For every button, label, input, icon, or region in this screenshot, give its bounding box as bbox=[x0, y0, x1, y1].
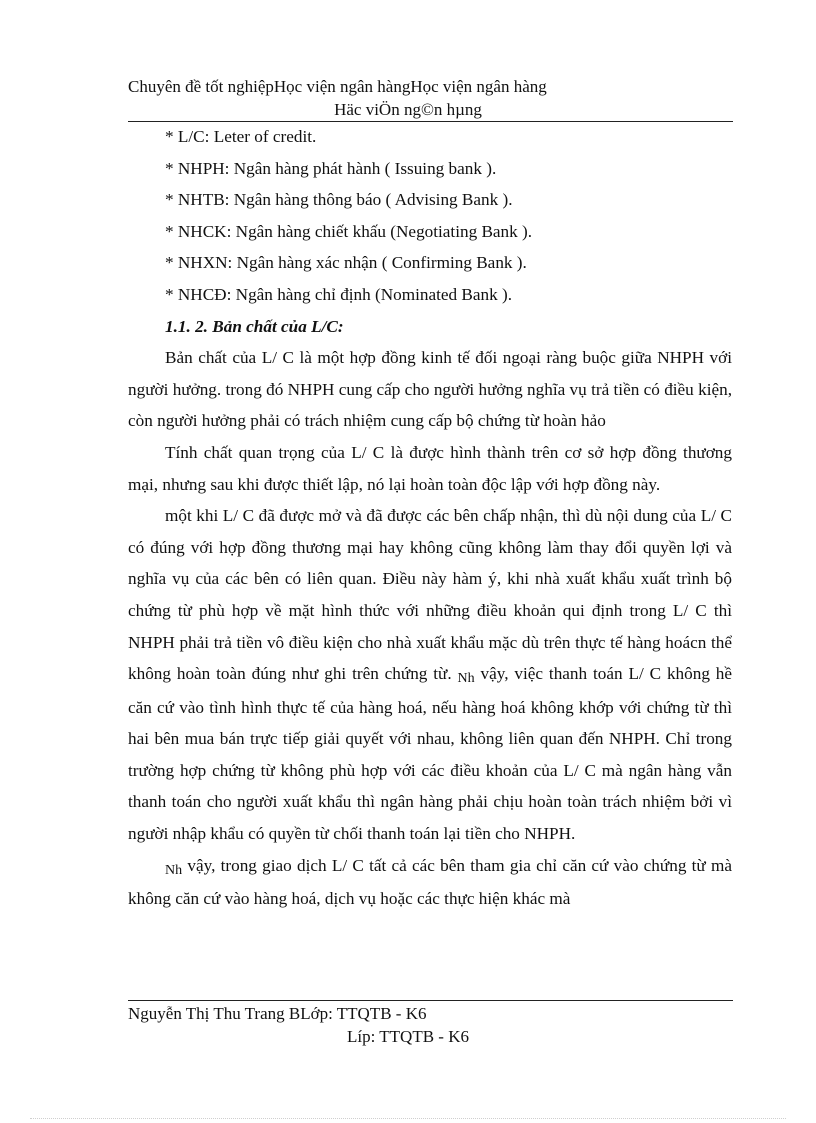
paragraph-text: vậy, việc thanh toán L/ C không hề căn cứ vào tình hình thực tế của hàng hoá, nếu hàng hoá không khớp với chứng từ thì hai bên mua bán trực tiếp giải quyết với nhau, không liên quan đến NHPH. Chỉ trong trường hợp chứng từ không phù hợp với các điều khoản của L/ C mà ngân hàng vẫn thanh toán cho người xuất khẩu thì ngân hàng phải chịu hoàn toàn trách nhiệm bởi vì người nhập khẩu có quyền từ chối thanh toán lại tiền cho NHPH. bbox=[128, 664, 733, 844]
abbreviation-item: * NHCĐ: Ngân hàng chỉ định (Nominated Bank ). bbox=[165, 284, 513, 304]
footer-line-2: Líp: TTQTB - K6 bbox=[347, 1027, 469, 1046]
paragraph-text: một khi L/ C đã được mở và đã được các bên chấp nhận, thì dù nội dung của L/ C có đúng với hợp đồng thương mại hay không cũng không làm thay đổi quyền lợi và nghĩa vụ của các bên có liên quan. Điều này hàm ý, khi nhà xuất khẩu xuất trình bộ chứng từ phù hợp về mặt hình thức với những điều khoản qui định trong L/ C thì NHPH phải trả tiền vô điều kiện cho nhà xuất khẩu mặc dù trên thực tế hàng hoácn thể không hoàn toàn đúng như ghi trên chứng từ. bbox=[128, 506, 732, 684]
abbreviation-item: * NHPH: Ngân hàng phát hành ( Issuing bank ). bbox=[165, 158, 497, 178]
abbreviation-item: * L/C: Leter of credit. bbox=[165, 127, 317, 146]
paragraph-text: vậy, trong giao dịch L/ C tất cả các bên tham gia chỉ căn cứ vào chứng từ mà không căn cứ vào hàng hoá, dịch vụ hoặc các thực hiện khác mà bbox=[128, 855, 732, 909]
paragraph: Tính chất quan trọng của L/ C là được hình thành trên cơ sở hợp đồng thương mại, nhưng sau khi được thiết lập, nó lại hoàn toàn độc lập với hợp đồng này. bbox=[128, 442, 732, 494]
paragraph bbox=[128, 850, 732, 915]
abbreviation-item: * NHCK: Ngân hàng chiết khấu (Negotiating Bank ). bbox=[165, 221, 533, 241]
footer-divider bbox=[128, 1000, 733, 1001]
paragraph-fragment: Nh bbox=[165, 862, 183, 878]
header-line-2: Häc viÖn ng©n hµng bbox=[334, 100, 482, 119]
paragraph: Bản chất của L/ C là một hợp đồng kinh tế đối ngoại ràng buộc giữa NHPH với người hưởng. trong đó NHPH cung cấp cho người hưởng nghĩa vụ trả tiền có điều kiện, còn người hưởng phải có trách nhiệm cung cấp bộ chứng từ hoàn hảo bbox=[128, 348, 732, 431]
abbreviation-item: * NHTB: Ngân hàng thông báo ( Advising Bank ). bbox=[165, 190, 513, 210]
paragraph bbox=[128, 500, 732, 850]
document-body bbox=[128, 121, 732, 915]
abbreviation-item: * NHXN: Ngân hàng xác nhận ( Confirming Bank ). bbox=[165, 253, 527, 273]
footer-line-1: Nguyễn Thị Thu Trang BLớp: TTQTB - K6 bbox=[128, 1004, 427, 1023]
paragraph-fragment: Nh bbox=[457, 671, 475, 687]
header-line-1: Chuyên đề tốt nghiệpHọc viện ngân hàngHọc viện ngân hàng bbox=[128, 77, 547, 96]
page-boundary bbox=[30, 1118, 786, 1119]
section-title: 1.1. 2. Bản chất của L/C: bbox=[165, 316, 344, 336]
